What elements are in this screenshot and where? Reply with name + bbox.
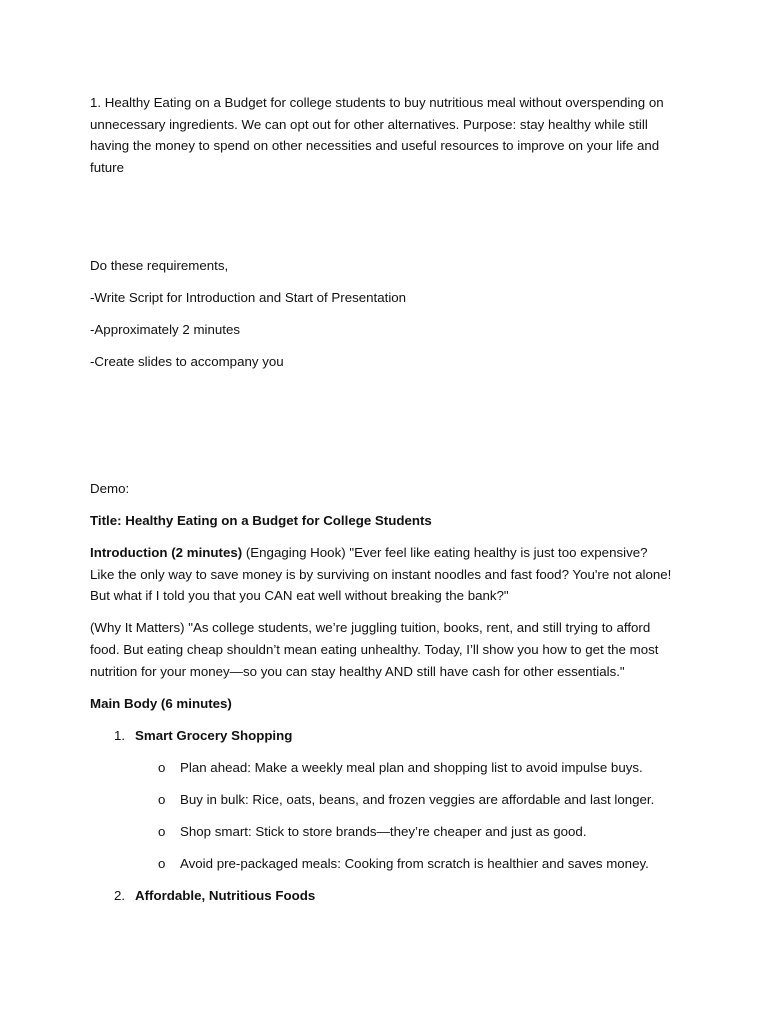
intro-text: (Engaging Hook) "Ever feel like eating healthy is just too expensive? Like the only way to save money is by surviving on instant noodles and fast food? You're not alone! But what if I told you that you CAN eat well without breaking the bank?" xyxy=(90,545,672,604)
requirement-item: -Create slides to accompany you xyxy=(90,354,284,369)
main-body-heading: Main Body (6 minutes) xyxy=(90,695,232,711)
demo-label: Demo: xyxy=(90,481,130,496)
section-title: Smart Grocery Shopping xyxy=(135,727,293,743)
bullet-text: Plan ahead: Make a weekly meal plan and shopping list to avoid impulse buys. xyxy=(180,759,643,775)
requirement-item: -Approximately 2 minutes xyxy=(90,322,241,337)
bullet-text: Shop smart: Stick to store brands—they’re cheaper and just as good. xyxy=(180,823,587,839)
top-paragraph-block xyxy=(90,92,675,179)
demo-block xyxy=(90,478,675,917)
requirement-item: -Write Script for Introduction and Start of Presentation xyxy=(90,290,407,305)
requirements-heading: Do these requirements, xyxy=(90,258,229,273)
list-item xyxy=(90,853,675,875)
list-item xyxy=(90,757,675,779)
section-number: 1. xyxy=(114,727,126,743)
why-paragraph: (Why It Matters) "As college students, we’re juggling tuition, books, rent, and still trying to afford food. But eating cheap shouldn’t mean eating unhealthy. Today, I’ll show you how to get the most nutrition for your money—so you can stay healthy AND still have cash for other essentials." xyxy=(90,620,659,679)
bullet-marker: o xyxy=(158,823,166,839)
section-number: 2. xyxy=(114,887,126,903)
requirements-block xyxy=(90,255,675,383)
list-item xyxy=(90,821,675,843)
bullet-marker: o xyxy=(158,791,166,807)
intro-heading: Introduction (2 minutes) xyxy=(90,545,243,560)
bullet-text: Avoid pre-packaged meals: Cooking from scratch is healthier and saves money. xyxy=(180,855,649,871)
bullet-text: Buy in bulk: Rice, oats, beans, and frozen veggies are affordable and last longer. xyxy=(180,791,655,807)
demo-title: Title: Healthy Eating on a Budget for College Students xyxy=(90,513,432,528)
numbered-section-2 xyxy=(90,885,675,907)
bullet-marker: o xyxy=(158,759,166,775)
bullet-marker: o xyxy=(158,855,166,871)
numbered-section-1 xyxy=(90,725,675,747)
list-item xyxy=(90,789,675,811)
section-title: Affordable, Nutritious Foods xyxy=(135,887,316,903)
intro-paragraph xyxy=(90,542,675,607)
top-paragraph: 1. Healthy Eating on a Budget for college students to buy nutritious meal without overspending on unnecessary ingredients. We can opt out for other alternatives. Purpose: stay healthy while still having the money to spend on other necessities and useful resources to improve on your life and future xyxy=(90,95,664,176)
